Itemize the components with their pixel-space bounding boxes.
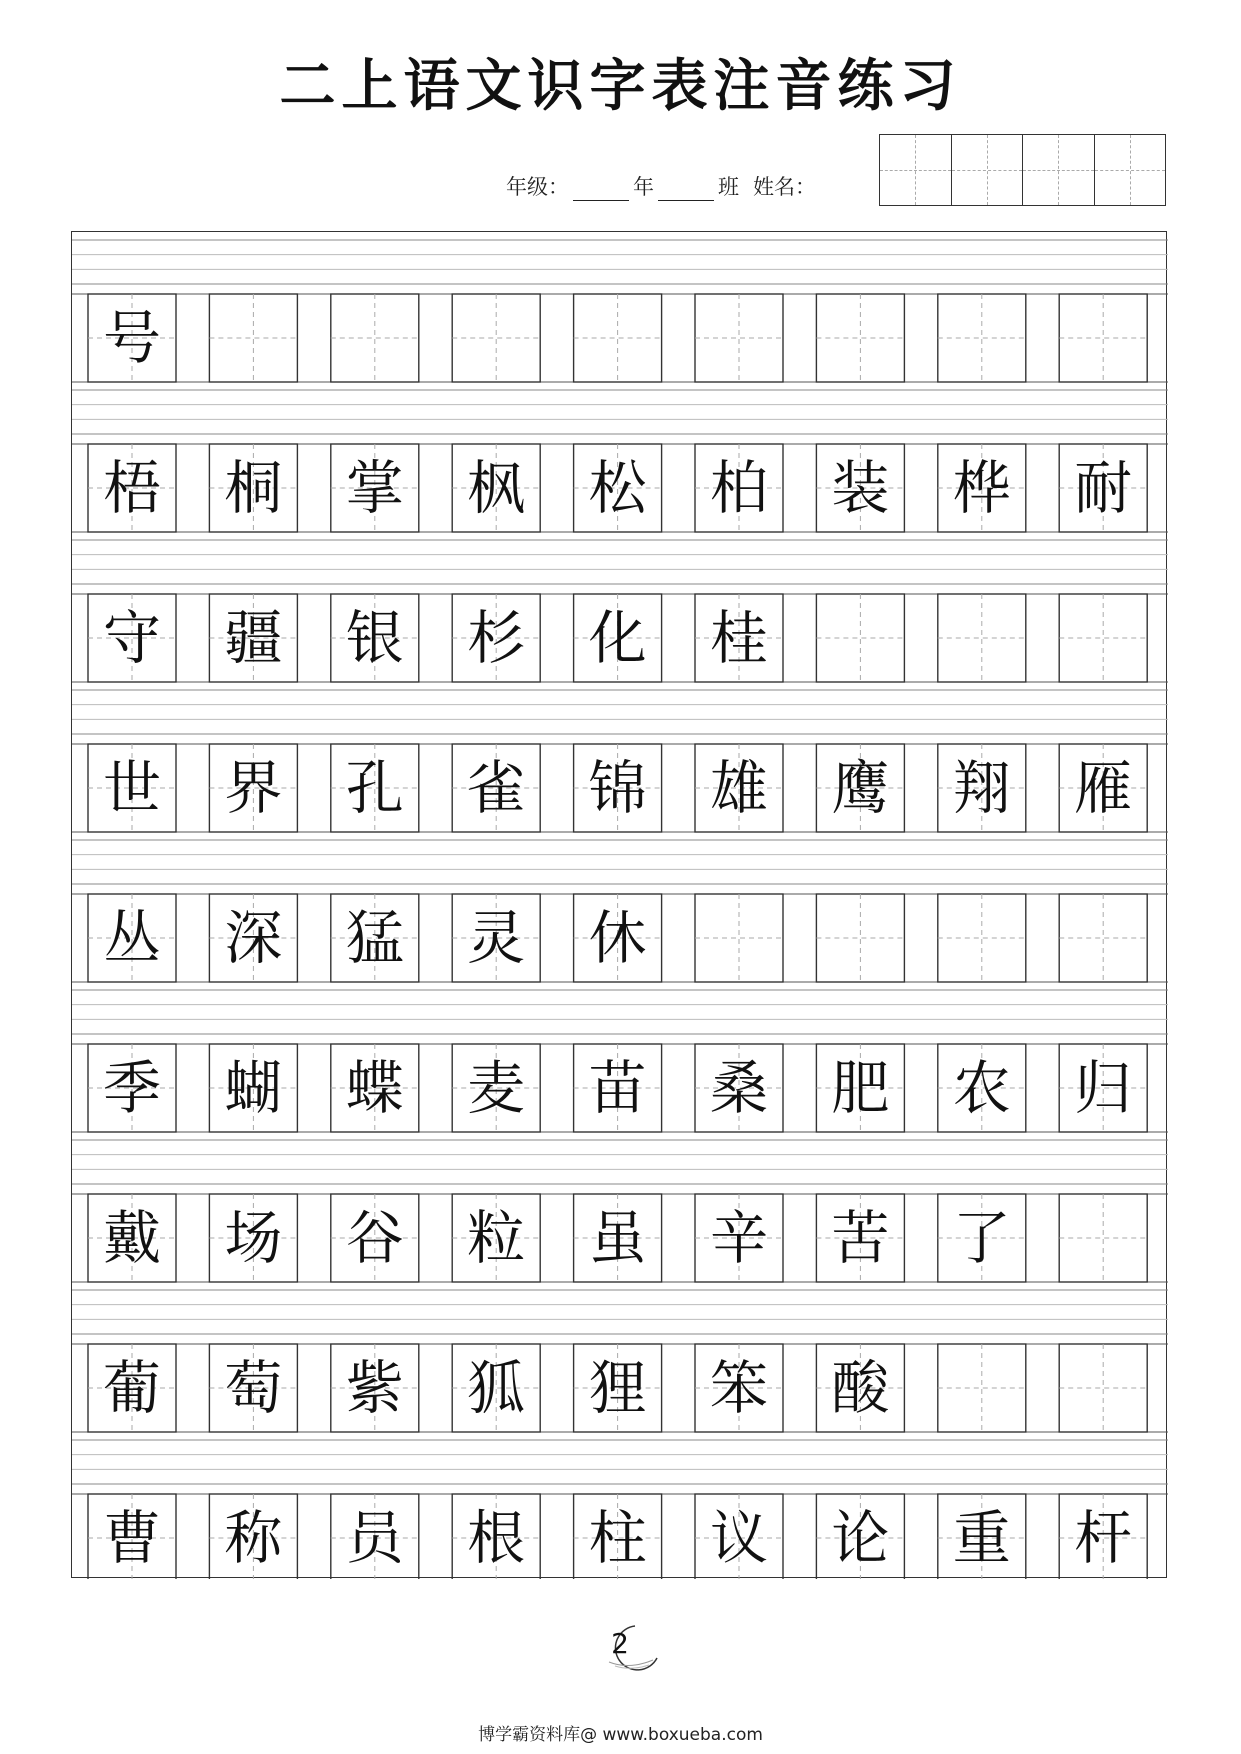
character-cell: 谷 — [345, 1204, 404, 1272]
character-cell: 世 — [102, 754, 161, 822]
character-cell: 狸 — [588, 1354, 647, 1422]
character-cell: 虽 — [588, 1204, 647, 1272]
character-cell: 休 — [588, 904, 647, 972]
character-cell: 曹 — [102, 1504, 161, 1572]
name-box[interactable] — [1023, 135, 1095, 205]
character-cell: 灵 — [467, 904, 526, 972]
character-cell: 掌 — [345, 454, 404, 522]
practice-sheet — [71, 231, 1167, 1578]
character-cell: 装 — [831, 454, 890, 522]
name-box[interactable] — [880, 135, 952, 205]
grade-label: 年级： — [506, 175, 569, 199]
character-cell: 苦 — [831, 1204, 890, 1272]
character-cell: 杆 — [1074, 1504, 1133, 1572]
character-cell: 耐 — [1074, 454, 1133, 522]
character-cell: 丛 — [102, 904, 161, 972]
character-cell: 蝶 — [345, 1054, 404, 1122]
character-cell: 重 — [952, 1504, 1011, 1572]
character-cell: 苗 — [588, 1054, 647, 1122]
class-label: 班 — [718, 175, 739, 199]
character-cell: 枫 — [467, 454, 526, 522]
character-cell: 桐 — [224, 454, 283, 522]
character-cell: 杉 — [467, 604, 526, 672]
character-cell: 了 — [952, 1204, 1011, 1272]
character-cell: 论 — [831, 1504, 890, 1572]
character-cell: 归 — [1074, 1054, 1133, 1122]
character-cell: 称 — [224, 1504, 283, 1572]
character-cell: 翔 — [952, 754, 1011, 822]
character-cell: 梧 — [102, 454, 161, 522]
year-label: 年 — [633, 175, 654, 199]
character-cell: 疆 — [224, 604, 283, 672]
character-cell: 桦 — [952, 454, 1011, 522]
character-cell: 柱 — [588, 1504, 647, 1572]
character-cell: 戴 — [102, 1204, 161, 1272]
character-cell: 议 — [709, 1504, 768, 1572]
character-cell: 守 — [102, 604, 161, 672]
character-cell: 雄 — [709, 754, 768, 822]
character-cell: 紫 — [345, 1354, 404, 1422]
character-cell: 萄 — [224, 1354, 283, 1422]
character-cell: 场 — [224, 1204, 283, 1272]
character-cell: 葡 — [102, 1354, 161, 1422]
character-cell: 狐 — [467, 1354, 526, 1422]
character-cell: 麦 — [467, 1054, 526, 1122]
character-cell: 鹰 — [831, 754, 890, 822]
character-cell: 员 — [345, 1504, 404, 1572]
character-cell: 酸 — [831, 1354, 890, 1422]
character-cell: 深 — [224, 904, 283, 972]
character-cell: 雀 — [467, 754, 526, 822]
character-cell: 桂 — [709, 604, 768, 672]
character-cell: 松 — [588, 454, 647, 522]
page-title: 二上语文识字表注音练习 — [279, 54, 962, 119]
name-box[interactable] — [952, 135, 1024, 205]
footer-source: 博学霸资料库@ www.boxueba.com — [478, 1725, 763, 1745]
character-cell: 孔 — [345, 754, 404, 822]
character-cell: 粒 — [467, 1204, 526, 1272]
grade-blank[interactable] — [573, 172, 629, 201]
character-cell: 雁 — [1074, 754, 1133, 822]
character-cell: 化 — [588, 604, 647, 672]
class-blank[interactable] — [658, 172, 714, 201]
student-info-line — [506, 166, 816, 206]
character-cell: 界 — [224, 754, 283, 822]
character-cell: 肥 — [831, 1054, 890, 1122]
character-cell: 桑 — [709, 1054, 768, 1122]
character-cell: 猛 — [345, 904, 404, 972]
character-cell: 笨 — [709, 1354, 768, 1422]
character-cell: 农 — [952, 1054, 1011, 1122]
name-label: 姓名： — [753, 175, 816, 199]
name-box[interactable] — [1095, 135, 1166, 205]
character-cell: 辛 — [709, 1204, 768, 1272]
character-cell: 号 — [102, 304, 161, 372]
character-cell: 蝴 — [224, 1054, 283, 1122]
character-cell: 银 — [345, 604, 404, 672]
character-cell: 柏 — [709, 454, 768, 522]
page-number: 2 — [611, 1627, 629, 1660]
character-cell: 锦 — [588, 754, 647, 822]
character-cell: 季 — [102, 1054, 161, 1122]
character-cell: 根 — [467, 1504, 526, 1572]
name-writing-boxes[interactable] — [879, 134, 1166, 206]
